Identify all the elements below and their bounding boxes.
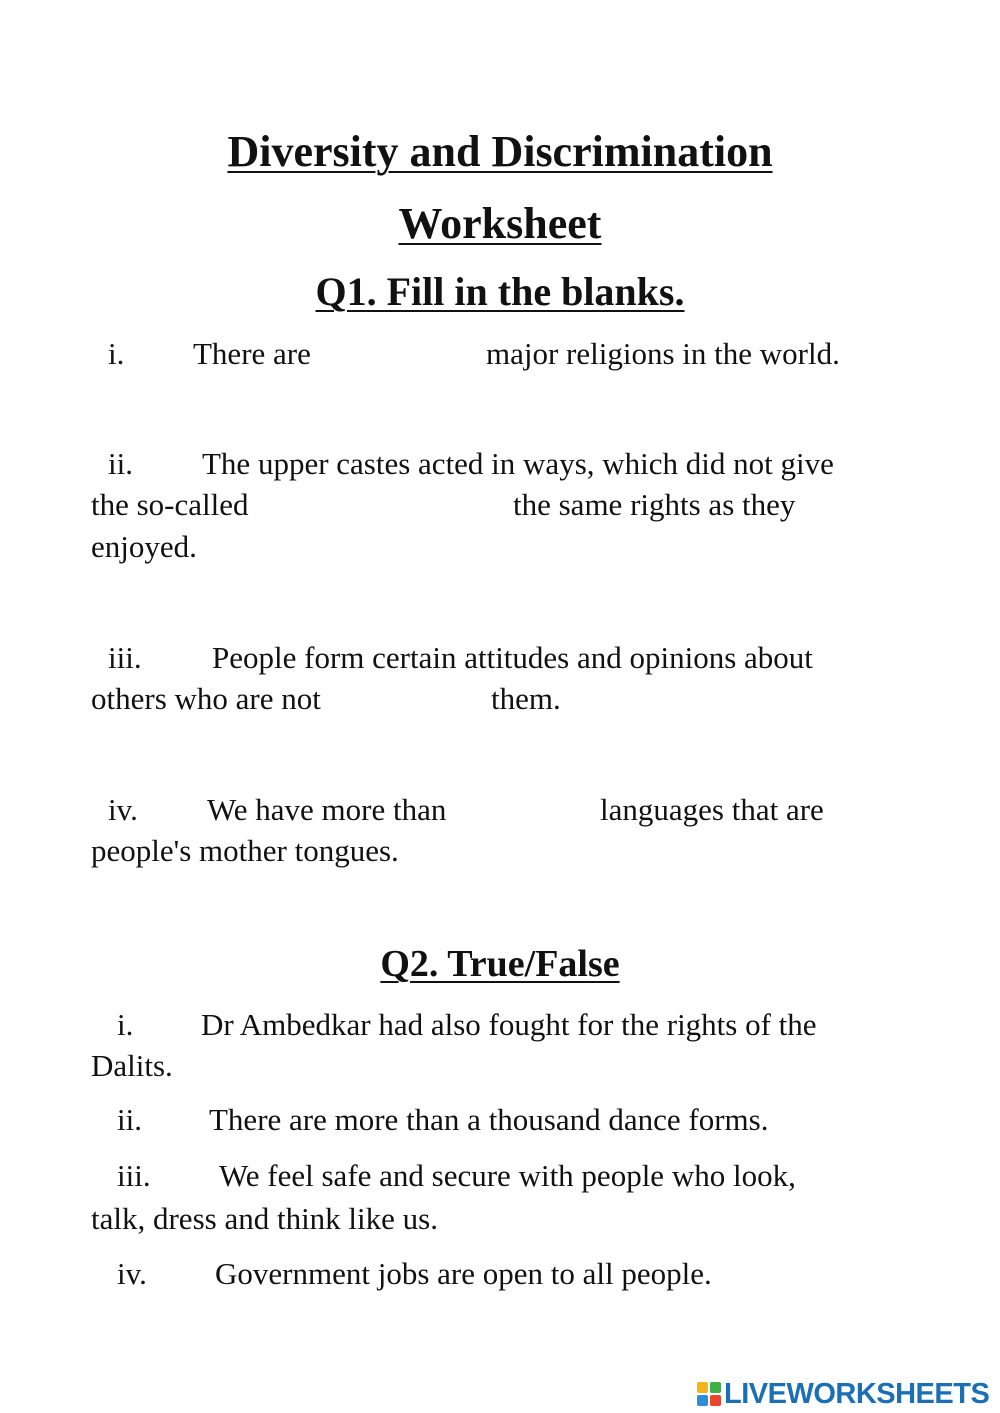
page-subtitle: Worksheet [398,199,602,248]
q1-item-2-line2-after: the same rights as they [513,487,796,522]
q1-item-1-text-after: major religions in the world. [486,336,840,371]
logo-square-2 [710,1382,721,1393]
q2-item-1-number: i. [117,1007,134,1042]
q2-item-1-line2: Dalits. [91,1048,173,1083]
q2-item-1-line1: Dr Ambedkar had also fought for the rights of the [201,1007,817,1042]
q1-heading: Q1. Fill in the blanks. [315,269,685,314]
q1-item-1-text-before: There are [193,336,311,371]
q2-item-4-line1: Government jobs are open to all people. [215,1256,712,1291]
q1-item-4-line2: people's mother tongues. [91,833,399,868]
q1-item-2-line2-before: the so-called [91,487,249,522]
q2-item-4-number: iv. [117,1256,147,1291]
q1-item-3-line1: People form certain attitudes and opinions about [212,640,813,675]
q1-item-4-blank[interactable] [474,792,592,822]
logo-square-4 [710,1395,721,1406]
liveworksheets-logo-icon [697,1382,721,1406]
q2-item-2-line1: There are more than a thousand dance forms. [209,1102,769,1137]
q1-item-4-text-before: We have more than [207,792,447,827]
q1-item-3-line2-after: them. [491,681,561,716]
q2-heading: Q2. True/False [380,943,620,985]
q2-item-2-number: ii. [117,1102,142,1137]
logo-square-1 [697,1382,708,1393]
q1-item-2-number: ii. [108,446,133,481]
q1-item-2-line1: The upper castes acted in ways, which did not give [202,446,834,481]
q1-item-2-line3: enjoyed. [91,529,197,564]
q1-item-4-number: iv. [108,792,138,827]
q2-item-3-line2: talk, dress and think like us. [91,1201,438,1236]
q1-item-1-blank[interactable] [330,336,478,366]
q2-item-3-line1: We feel safe and secure with people who look, [219,1158,796,1193]
q1-item-3-blank[interactable] [362,681,484,711]
q1-item-3-line2-before: others who are not [91,681,321,716]
logo-square-3 [697,1395,708,1406]
q1-item-2-blank[interactable] [272,487,504,517]
q2-item-3-number: iii. [117,1158,151,1193]
page-title: Diversity and Discrimination [227,127,773,176]
q1-item-4-text-after: languages that are [600,792,824,827]
liveworksheets-logo [697,1378,989,1410]
q1-item-1-number: i. [108,336,125,371]
q1-item-3-number: iii. [108,640,142,675]
liveworksheets-logo-text: LIVEWORKSHEETS [724,1377,990,1410]
